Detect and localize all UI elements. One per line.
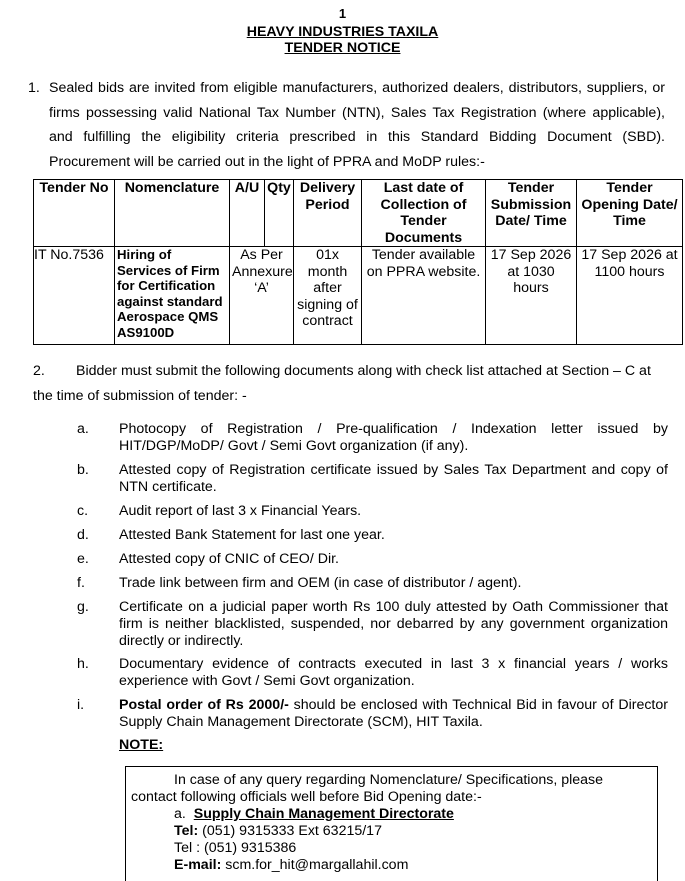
item-label: b.	[77, 462, 89, 478]
col-header-au: A/U	[230, 180, 265, 247]
tel1-value: (051) 9315333 Ext 63215/17	[198, 823, 382, 839]
cell-opening: 17 Sep 2026 at 1100 hours	[577, 247, 683, 345]
col-header-qty: Qty	[265, 180, 294, 247]
notice-title: TENDER NOTICE	[284, 40, 401, 56]
item-text-bold: Postal order of Rs 2000/-	[119, 697, 289, 713]
col-header-submission: Tender Submission Date/ Time	[486, 180, 577, 247]
contact-tel2	[174, 840, 296, 856]
table-row	[34, 247, 683, 345]
org-title: HEAVY INDUSTRIES TAXILA	[246, 24, 439, 40]
contact-line1: In case of any query regarding Nomenclature/ Specifications, please	[174, 772, 604, 788]
col-header-delivery: Delivery Period	[294, 180, 362, 247]
cell-nomenclature: Hiring of Services of Firm for Certification against standard Aerospace QMS AS9100D	[115, 247, 230, 345]
col-header-last-date: Last date of Collection of Tender Documents	[362, 180, 486, 247]
item-text: Documentary evidence of contracts executed in last 3 x financial years / works experience with Govt / Semi Govt organization.	[119, 656, 668, 689]
contact-email	[174, 857, 408, 873]
item-label: g.	[77, 599, 89, 615]
item-text: Trade link between firm and OEM (in case of distributor / agent).	[119, 575, 522, 591]
para2-number: 2.	[33, 363, 45, 379]
item-text: Photocopy of Registration / Pre-qualification / Indexation letter issued by HIT/DGP/MoDP/ Govt / Semi Govt organization (if any).	[119, 421, 668, 454]
email-label: E-mail:	[174, 857, 222, 873]
cell-last-date: Tender available on PPRA website.	[362, 247, 486, 345]
item-text: should be enclosed with Technical Bid in favour of Director Supply Chain Management Directorate (SCM), HIT Taxila.	[119, 697, 668, 730]
cell-delivery: 01x month after signing of contract	[294, 247, 362, 345]
item-text-container	[119, 697, 668, 731]
para1-text: Sealed bids are invited from eligible manufacturers, authorized dealers, distributors, suppliers, or firms possessing valid National Tax Number (NTN), Sales Tax Registration (where applicable), and fulfilling the eligibility criteria prescribed in this Standard Bidding Document (SBD). Procurement will be carried out in the light of PPRA and MoDP rules:-	[49, 80, 665, 170]
tender-table	[33, 179, 683, 345]
item-text: Attested copy of CNIC of CEO/ Dir.	[119, 551, 339, 567]
col-header-opening: Tender Opening Date/ Time	[577, 180, 683, 247]
para1-number: 1.	[28, 80, 40, 96]
tel1-label: Tel:	[174, 823, 199, 839]
item-label: d.	[77, 527, 89, 543]
table-header-row	[34, 180, 683, 247]
cell-tender-no: IT No.7536	[34, 247, 115, 345]
contact-box	[125, 766, 658, 881]
page-number: 1	[338, 6, 347, 21]
item-label: f.	[77, 575, 85, 591]
col-header-nomenclature: Nomenclature	[115, 180, 230, 247]
item-text: Attested Bank Statement for last one year.	[119, 527, 385, 543]
item-label: c.	[77, 503, 89, 519]
item-label: i.	[77, 697, 85, 713]
para2-text-line1: Bidder must submit the following documents along with check list attached at Section – C at	[76, 363, 651, 379]
contact-tel1	[174, 823, 382, 839]
note-label: NOTE:	[119, 737, 164, 753]
item-text: Audit report of last 3 x Financial Years.	[119, 503, 362, 519]
tel2-value: (051) 9315386	[200, 840, 297, 856]
contact-sub-title: Supply Chain Management Directorate	[193, 806, 454, 822]
para2-text-line2: the time of submission of tender: -	[33, 388, 247, 404]
contact-sub-label: a.	[174, 806, 186, 822]
item-label: h.	[77, 656, 89, 672]
item-text: Attested copy of Registration certificate issued by Sales Tax Department and copy of NTN certificate.	[119, 462, 668, 495]
item-label: e.	[77, 551, 89, 567]
cell-submission: 17 Sep 2026 at 1030 hours	[486, 247, 577, 345]
item-label: a.	[77, 421, 89, 437]
cell-au: As Per Annexure ‘A’	[230, 247, 294, 345]
email-value: scm.for_hit@margallahil.com	[221, 857, 409, 873]
contact-line2: contact following officials well before Bid Opening date:-	[131, 789, 482, 805]
contact-sub-heading	[174, 806, 454, 822]
col-header-tender-no: Tender No	[34, 180, 115, 247]
item-text: Certificate on a judicial paper worth Rs 100 duly attested by Oath Commissioner that firm is neither blacklisted, suspended, nor debarred by any government organization directly or indirectly.	[119, 599, 668, 649]
tel2-label: Tel :	[174, 840, 201, 856]
